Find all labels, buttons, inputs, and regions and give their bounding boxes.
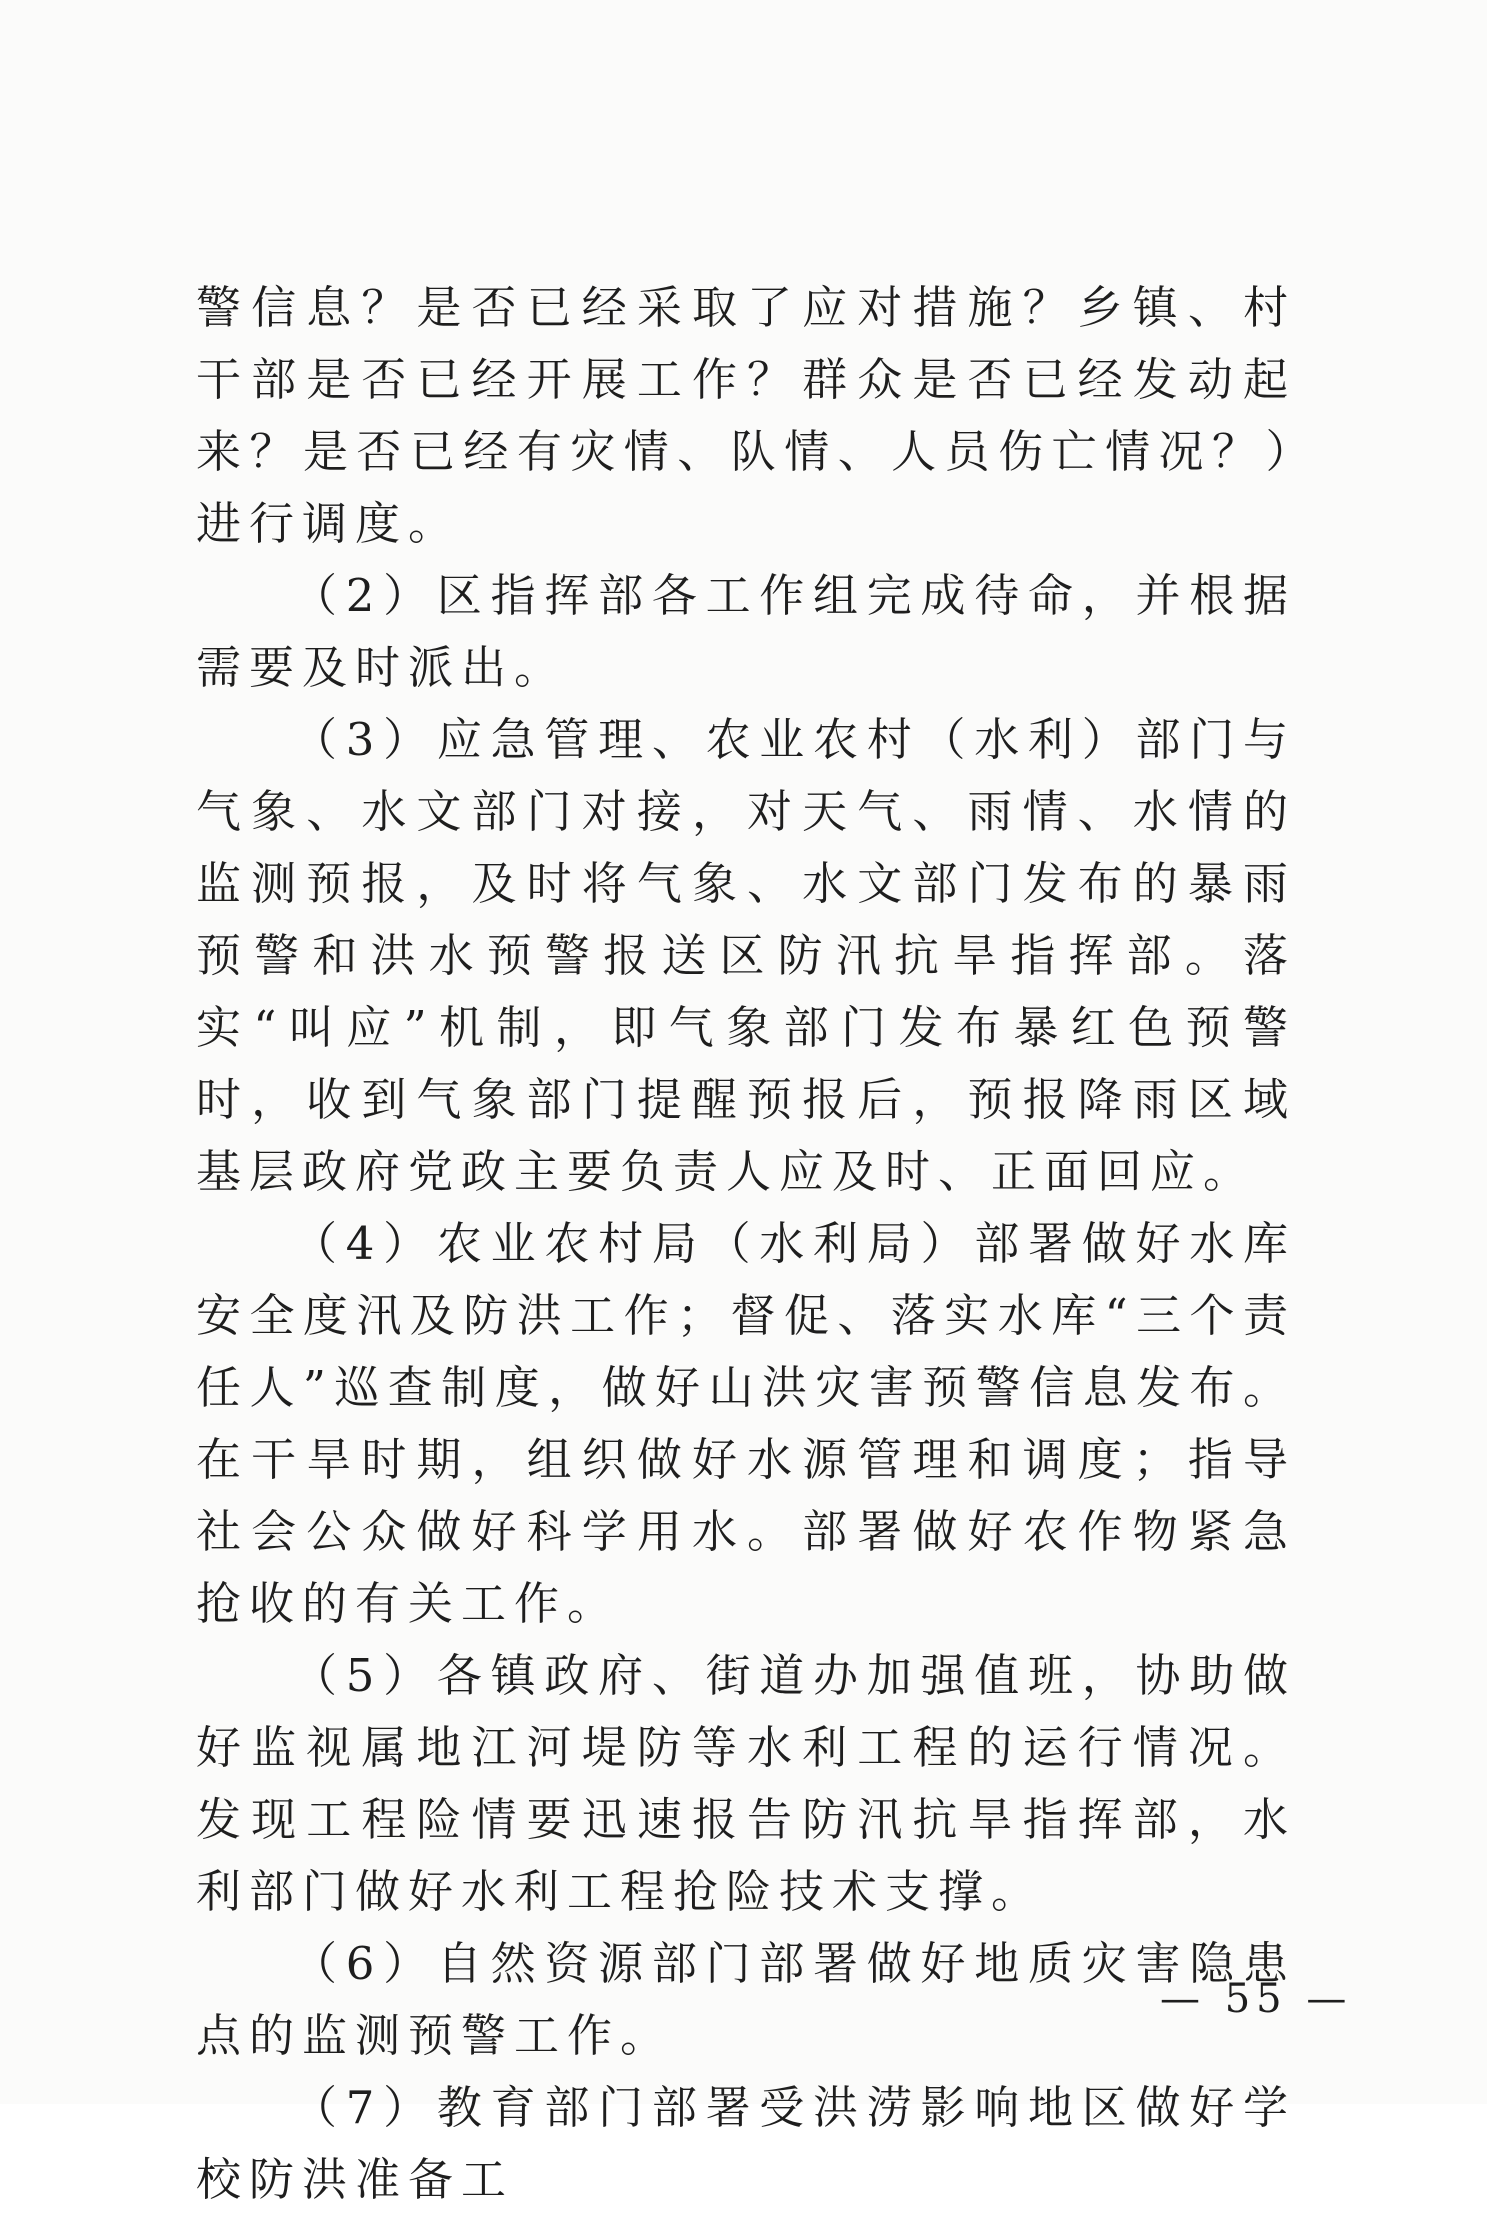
page-number: — 55 — [1160, 1976, 1353, 2022]
paragraph-item-4: （4）农业农村局（水利局）部署做好水库安全度汛及防洪工作；督促、落实水库“三个责任人”巡查制度，做好山洪灾害预警信息发布。在干旱时期，组织做好水源管理和调度；指导社会公众做好科学用水。部署做好农作物紧急抢收的有关工作。 [196, 1217, 1296, 1630]
paragraph-item-7: （7）教育部门部署受洪涝影响地区做好学校防洪准备工 [196, 2081, 1296, 2206]
paragraph-item-2: （2）区指挥部各工作组完成待命，并根据需要及时派出。 [196, 569, 1296, 694]
paragraph-continuation: 警信息？是否已经采取了应对措施？乡镇、村干部是否已经开展工作？群众是否已经发动起来？是否已经有灾情、队情、人员伤亡情况？）进行调度。 [196, 281, 1296, 550]
paragraph-item-3: （3）应急管理、农业农村（水利）部门与气象、水文部门对接，对天气、雨情、水情的监测预报，及时将气象、水文部门发布的暴雨预警和洪水预警报送区防汛抗旱指挥部。落实“叫应”机制，即气象部门发布暴红色预警时，收到气象部门提醒预报后，预报降雨区域基层政府党政主要负责人应及时、正面回应。 [196, 713, 1296, 1198]
paragraph-item-6: （6）自然资源部门部署做好地质灾害隐患点的监测预警工作。 [196, 1937, 1296, 2062]
body-text [196, 272, 1296, 2216]
paragraph-item-5: （5）各镇政府、街道办加强值班，协助做好监视属地江河堤防等水利工程的运行情况。发现工程险情要迅速报告防汛抗旱指挥部，水利部门做好水利工程抢险技术支撑。 [196, 1649, 1296, 1918]
